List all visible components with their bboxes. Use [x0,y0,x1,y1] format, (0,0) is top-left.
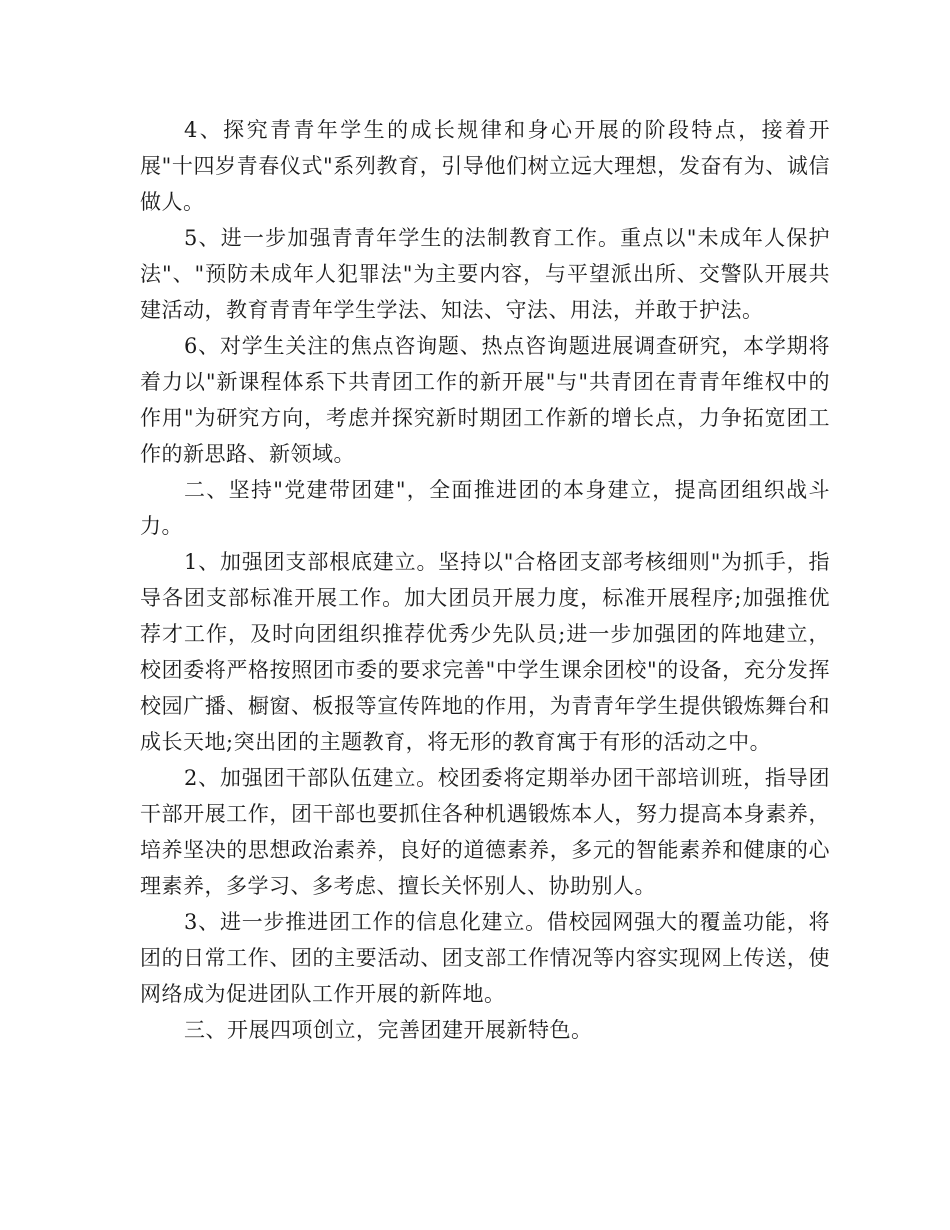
paragraph-item-3: 3、进一步推进团工作的信息化建立。借校园网强大的覆盖功能，将团的日常工作、团的主要活动、团支部工作情况等内容实现网上传送，使网络成为促进团队工作开展的新阵地。 [140,910,830,1006]
section-heading-2: 二、坚持"党建带团建"，全面推进团的本身建立，提高团组织战斗力。 [140,478,830,538]
document-body [140,112,830,1048]
paragraph-item-1: 1、加强团支部根底建立。坚持以"合格团支部考核细则"为抓手，指导各团支部标准开展工作。加大团员开展力度，标准开展程序;加强推优荐才工作，及时向团组织推荐优秀少先队员;进一步加强团的阵地建立，校团委将严格按照团市委的要求完善"中学生课余团校"的设备，充分发挥校园广播、橱窗、板报等宣传阵地的作用，为青青年学生提供锻炼舞台和成长天地;突出团的主题教育，将无形的教育寓于有形的活动之中。 [140,550,830,754]
paragraph-item-2: 2、加强团干部队伍建立。校团委将定期举办团干部培训班，指导团干部开展工作，团干部也要抓住各种机遇锻炼本人，努力提高本身素养，培养坚决的思想政治素养，良好的道德素养，多元的智能素养和健康的心理素养，多学习、多考虑、擅长关怀别人、协助别人。 [140,766,830,898]
paragraph-item-6: 6、对学生关注的焦点咨询题、热点咨询题进展调查研究，本学期将着力以"新课程体系下共青团工作的新开展"与"共青团在青青年维权中的作用"为研究方向，考虑并探究新时期团工作新的增长点，力争拓宽团工作的新思路、新领域。 [140,334,830,466]
paragraph-item-5: 5、进一步加强青青年学生的法制教育工作。重点以"未成年人保护法"、"预防未成年人犯罪法"为主要内容，与平望派出所、交警队开展共建活动，教育青青年学生学法、知法、守法、用法，并敢于护法。 [140,226,830,322]
paragraph-item-4: 4、探究青青年学生的成长规律和身心开展的阶段特点，接着开展"十四岁青春仪式"系列教育，引导他们树立远大理想，发奋有为、诚信做人。 [140,118,830,214]
section-heading-3: 三、开展四项创立，完善团建开展新特色。 [184,1018,593,1042]
